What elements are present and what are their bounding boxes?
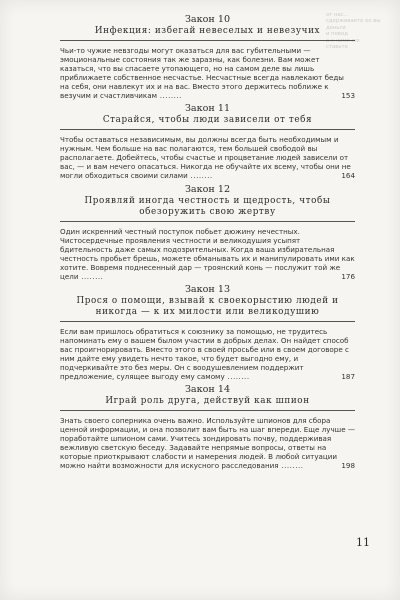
law-summary xyxy=(60,227,355,281)
page-reference: 164 xyxy=(341,171,355,181)
law-body: Знать своего соперника очень важно. Используйте шпионов для сбора ценной информации, и она позволит вам быть на шаг впереди. Еще лучше — поработайте шпионом сами. Учитесь зондировать почву, поддерживая вежливую светскую беседу. Задавайте непрямые вопросы, ответы на которые приоткрывают слабости и намерения людей. В любой ситуации можно найти возможности для искусного расследования xyxy=(60,416,355,471)
law-entry-11 xyxy=(60,103,355,180)
law-summary xyxy=(60,327,355,381)
law-entry-10 xyxy=(60,14,355,100)
law-summary xyxy=(60,135,355,180)
page-reference: 187 xyxy=(341,372,355,382)
law-body: Один искренний честный поступок побьет дюжину нечестных. Чистосердечные проявления честности и великодушия усыпят бдительность даже самых подозрительных. Когда ваша избирательная честность пробьет брешь, можете обманывать их и манипулировать ими как хотите. Вовремя поднесенный дар — троянский конь — послужит той же цели xyxy=(60,226,355,281)
law-number: Закон 12 xyxy=(184,183,231,195)
page-number: 11 xyxy=(356,536,370,549)
law-title: Прося о помощи, взывай к своекорыстию людей и никогда — к их милости или великодушию xyxy=(76,295,339,317)
law-number: Закон 10 xyxy=(184,14,231,25)
law-title: Играй роль друга, действуй как шпион xyxy=(105,396,310,407)
law-summary xyxy=(60,46,355,100)
law-title: Старайся, чтобы люди зависели от тебя xyxy=(102,115,313,126)
law-entry-13 xyxy=(60,284,355,381)
page-reference: 198 xyxy=(341,461,355,471)
leader-dots: ........ xyxy=(157,91,182,101)
page-reference: 153 xyxy=(341,91,355,101)
divider xyxy=(60,221,355,222)
law-number: Закон 14 xyxy=(184,384,231,396)
divider xyxy=(60,321,355,322)
bleed-through-text: от нас... сдерживаете ее вы деньги и повод а с ними же ставьте xyxy=(326,12,381,51)
leader-dots: ........ xyxy=(78,271,104,281)
divider xyxy=(60,410,355,411)
table-of-contents xyxy=(60,12,355,473)
law-number: Закон 11 xyxy=(184,103,231,115)
law-body: Чтобы оставаться независимым, вы должны всегда быть необходимым и нужным. Чем больше на вас полагаются, тем большей свободой вы располагаете. Добейтесь, чтобы счастье и процветание людей зависели от вас, — и вам нечего опасаться. Никогда не обучайте их всему, чтобы они не могли обходиться своими силами xyxy=(60,135,351,181)
divider xyxy=(60,129,355,130)
law-entry-12 xyxy=(60,184,355,281)
law-body: Если вам пришлось обратиться к союзнику за помощью, не трудитесь напоминать ему о вашем былом участии в добрых делах. Он найдет способ вас проигнорировать. Вместо этого в своей просьбе или в своем договоре с ним дайте ему увидеть нечто такое, что будет выгодно ему, и подчеркивайте это без меры. Он с воодушевлением поддержит предложение, сулящее выгоду ему самому xyxy=(60,326,349,382)
leader-dots: ........ xyxy=(187,171,213,181)
law-entry-14 xyxy=(60,384,355,470)
law-title: Инфекция: избегай невеселых и невезучих xyxy=(94,26,321,36)
law-title: Проявляй иногда честность и щедрость, чтобы обезоружить свою жертву xyxy=(84,195,331,217)
law-body: Чьи-то чужие невзгоды могут оказаться для вас губительными — эмоциональные состояния так же заразны, как болезни. Вам может казаться, что вы спасаете утопающего, но на самом деле вы лишь приближаете собственное несчастье. Несчастные всегда навлекают беды на себя, они навлекут их и на вас. Вместо этого держитесь поближе к везучим и счастливчикам xyxy=(60,46,344,101)
divider xyxy=(60,40,355,41)
leader-dots: ........ xyxy=(278,461,304,471)
leader-dots: ........ xyxy=(224,372,250,382)
law-summary xyxy=(60,416,355,470)
law-number: Закон 13 xyxy=(184,283,231,295)
page-reference: 176 xyxy=(341,271,355,281)
